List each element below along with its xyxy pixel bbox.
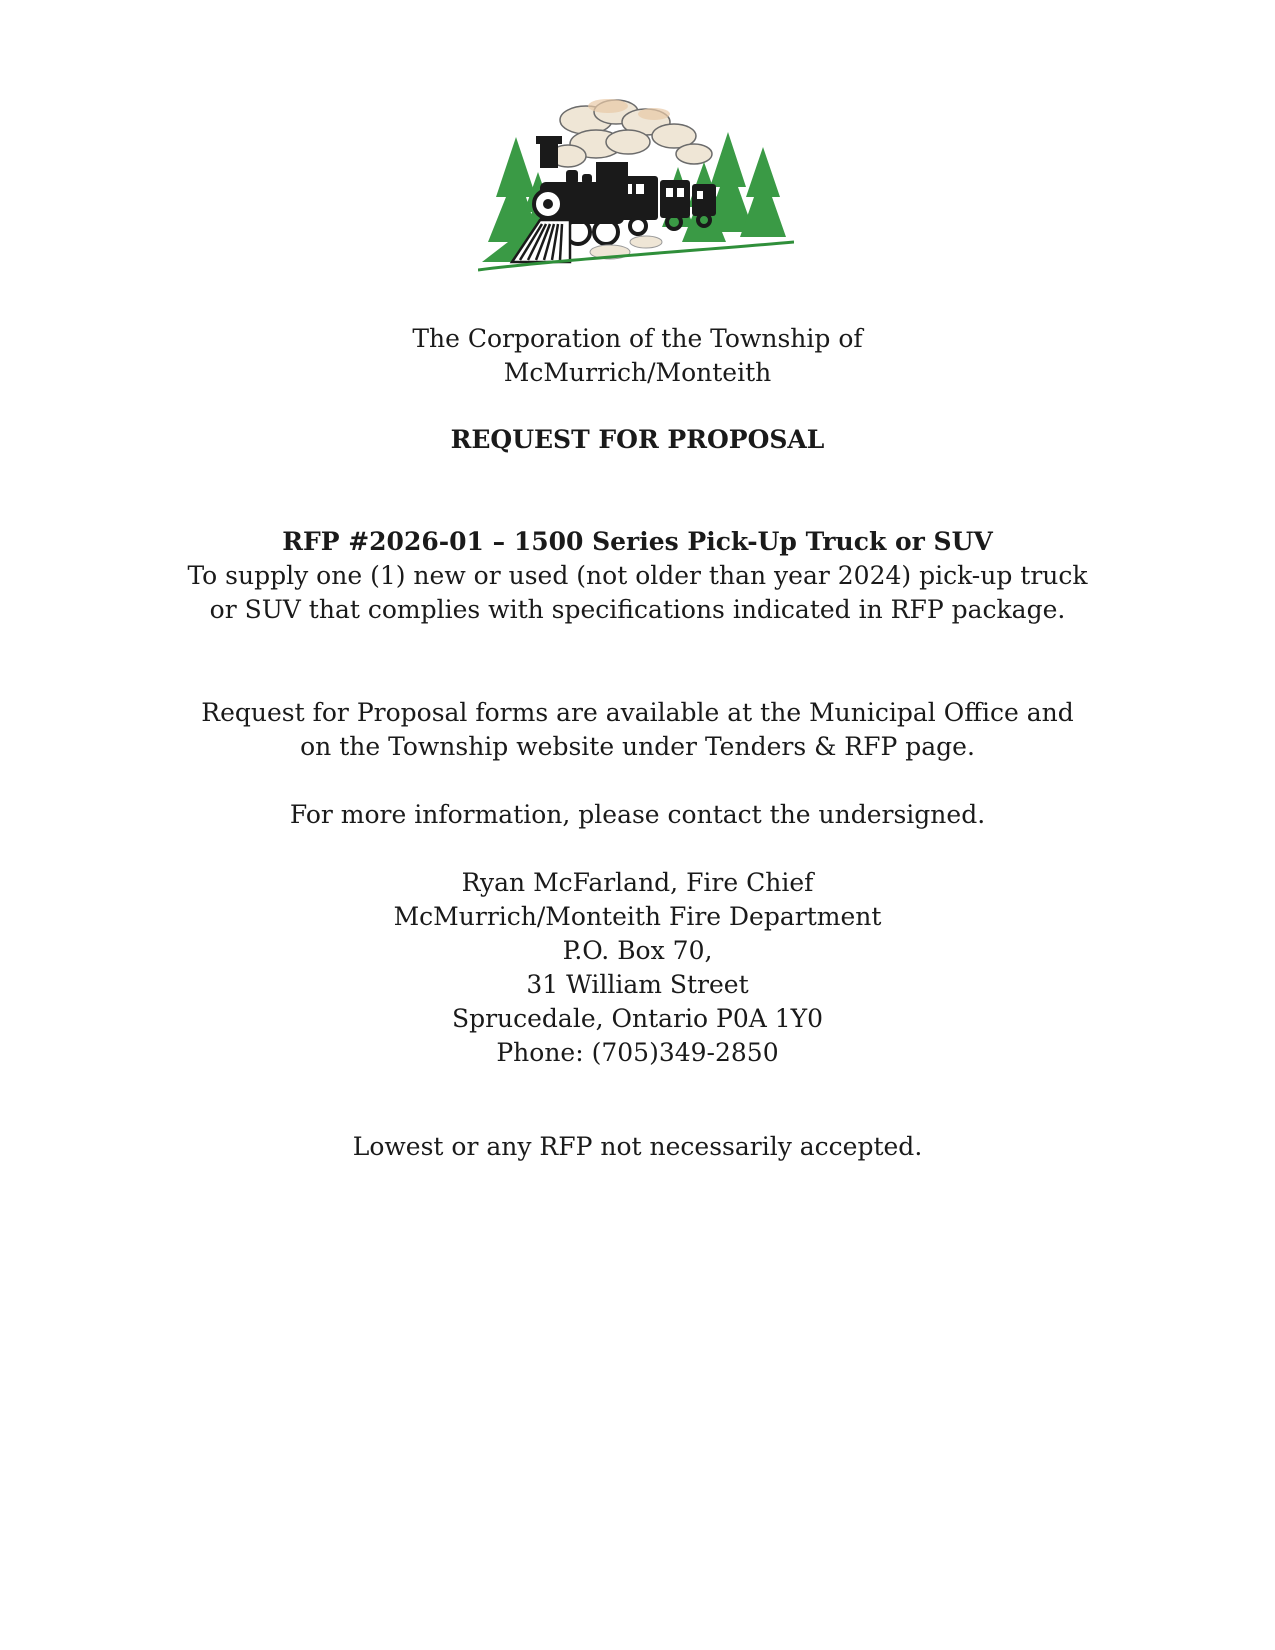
rfp-description-line-2: or SUV that complies with specifications indicated in RFP package. (209, 595, 1066, 624)
org-name-line-1: The Corporation of the Township of (412, 324, 863, 353)
signatory-department: McMurrich/Monteith Fire Department (393, 902, 882, 931)
contact-prompt: For more information, please contact the undersigned. (289, 800, 986, 829)
signatory-block (0, 866, 1275, 1070)
signatory-phone: Phone: (705)349-2850 (496, 1038, 779, 1067)
org-name-line-2: McMurrich/Monteith (503, 358, 772, 387)
township-train-logo (478, 92, 794, 282)
signatory-street: 31 William Street (526, 970, 749, 999)
availability-line-2: on the Township website under Tenders & RFP page. (300, 732, 975, 761)
disclaimer-block (0, 1130, 1275, 1164)
availability-block (0, 696, 1275, 764)
availability-line-1: Request for Proposal forms are available at the Municipal Office and (201, 698, 1074, 727)
rfp-title: RFP #2026-01 – 1500 Series Pick-Up Truck or SUV (282, 527, 993, 556)
page-title (0, 423, 1275, 457)
rfp-description-line-1: To supply one (1) new or used (not older than year 2024) pick-up truck (187, 561, 1088, 590)
smoke-cloud (550, 100, 712, 167)
signatory-name-title: Ryan McFarland, Fire Chief (461, 868, 814, 897)
rfp-heading: REQUEST FOR PROPOSAL (450, 425, 825, 454)
signatory-city: Sprucedale, Ontario P0A 1Y0 (451, 1004, 824, 1033)
steam-train-icon (478, 92, 794, 282)
signatory-po-box: P.O. Box 70, (562, 936, 713, 965)
township-name-block (0, 322, 1275, 390)
disclaimer: Lowest or any RFP not necessarily accepted. (352, 1132, 923, 1161)
rfp-summary-block (0, 525, 1275, 627)
contact-prompt-block (0, 798, 1275, 832)
